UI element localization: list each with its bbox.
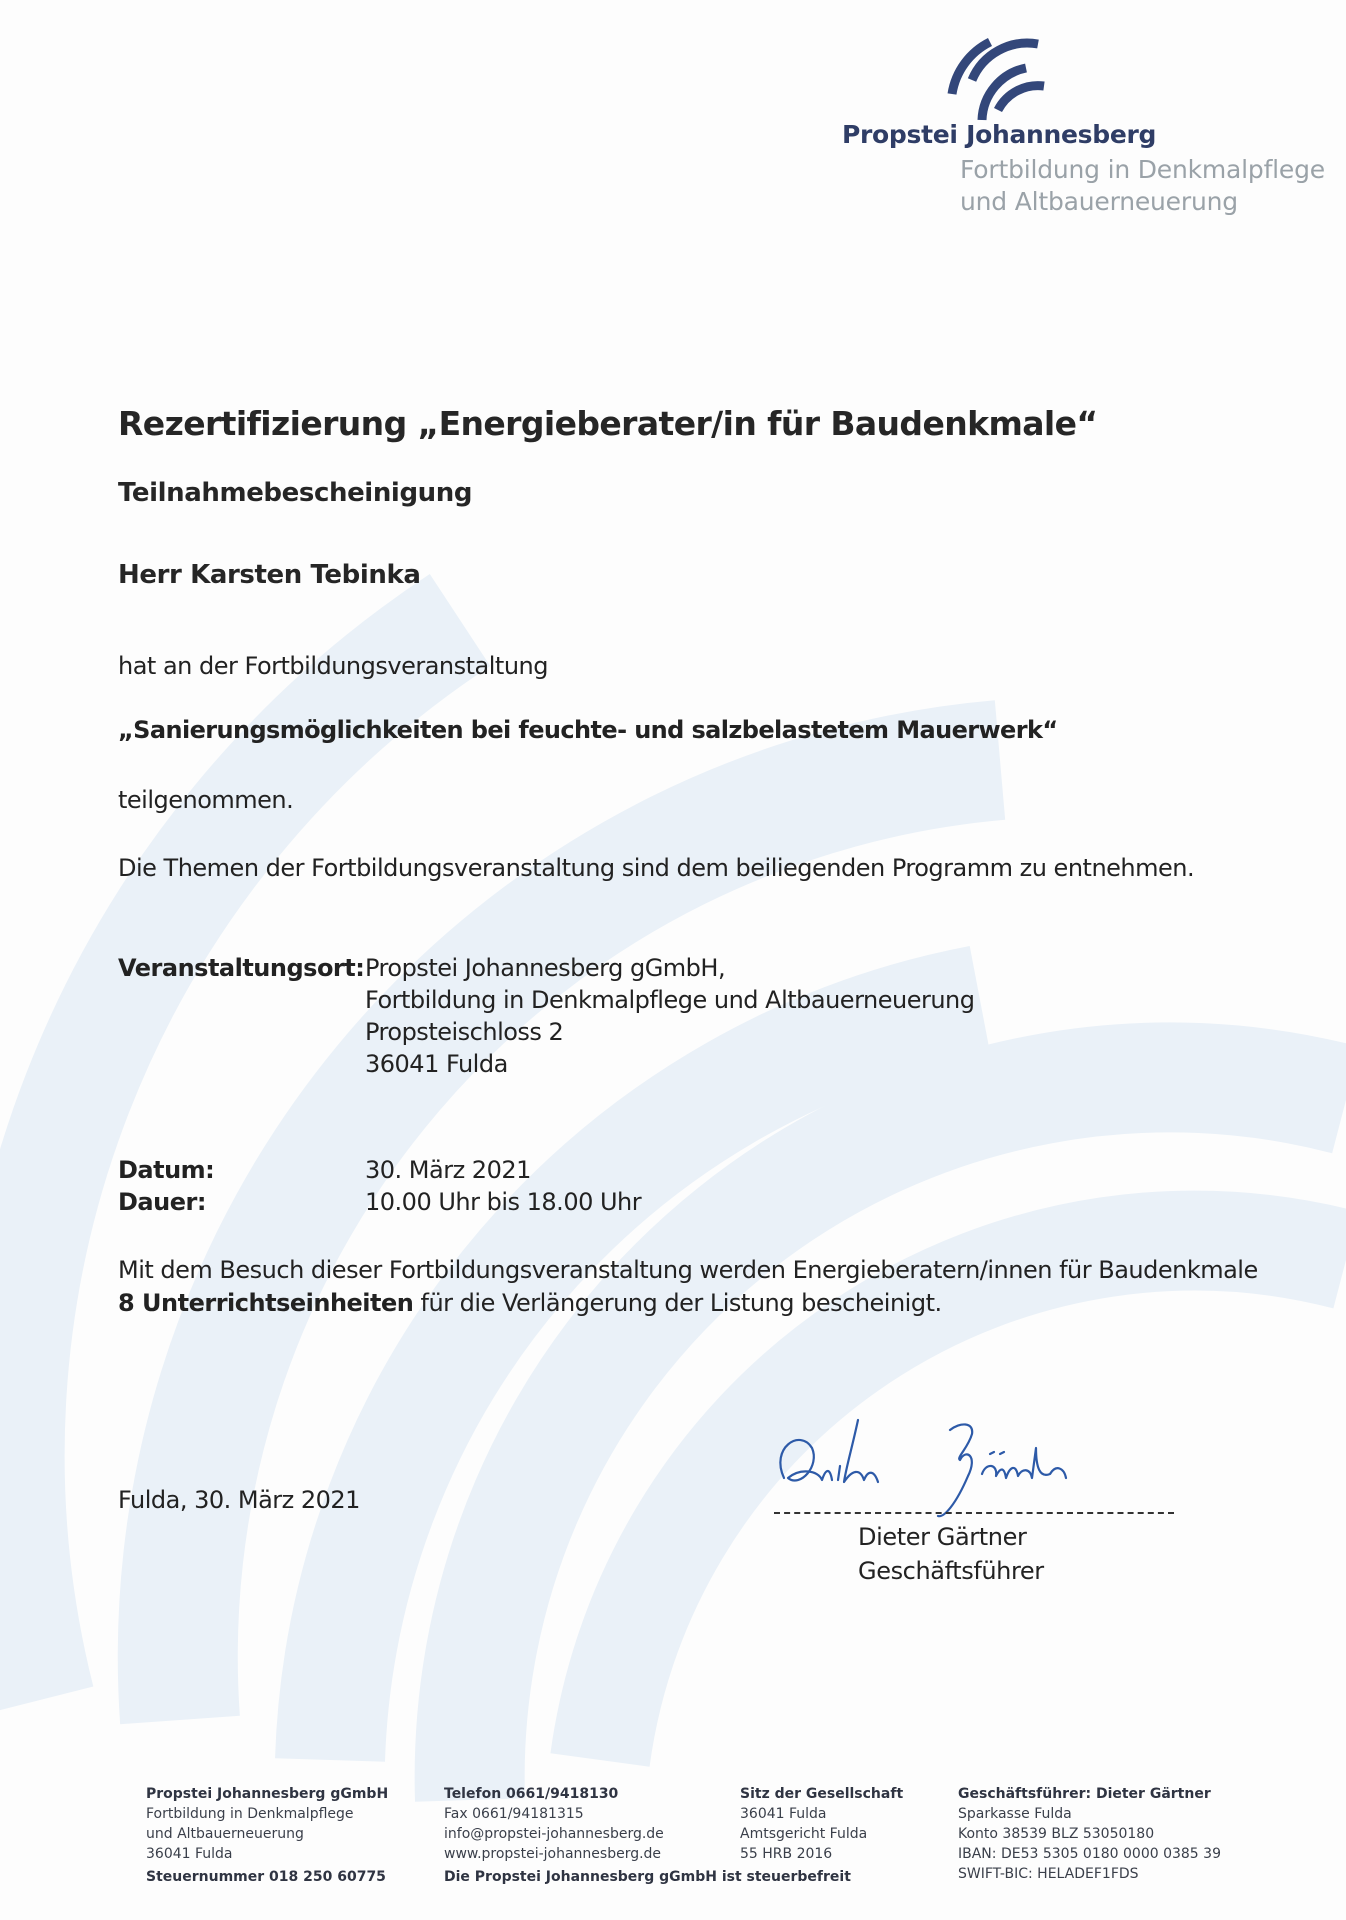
footer-bank — [958, 1784, 1221, 1887]
credit-line — [118, 1287, 1258, 1320]
footer-tax-exempt: Die Propstei Johannesberg gGmbH ist steuerbefreit — [444, 1869, 851, 1885]
footer-line: 36041 Fulda — [146, 1846, 233, 1862]
topics-note: Die Themen der Fortbildungsveranstaltung sind dem beiliegenden Programm zu entnehmen. — [118, 854, 1195, 882]
credit-units: 8 Unterrichtseinheiten — [118, 1289, 414, 1317]
signature-icon — [760, 1408, 1160, 1518]
org-subtitle-line: Fortbildung in Denkmalpflege — [960, 155, 1325, 184]
footer-tax-number: Steuernummer 018 250 60775 — [146, 1869, 386, 1885]
footer-line: SWIFT-BIC: HELADEF1FDS — [958, 1866, 1139, 1882]
footer-line: Konto 38539 BLZ 53050180 — [958, 1826, 1155, 1842]
footer-line: 36041 Fulda — [740, 1806, 827, 1822]
date-label: Datum: — [118, 1156, 215, 1184]
footer-heading: Geschäftsführer: Dieter Gärtner — [958, 1786, 1211, 1802]
credit-statement — [118, 1254, 1258, 1320]
intro-text: hat an der Fortbildungsveranstaltung — [118, 652, 548, 680]
footer-phone: Telefon 0661/9418130 — [444, 1786, 619, 1802]
place-date: Fulda, 30. März 2021 — [118, 1486, 360, 1514]
signer-role: Geschäftsführer — [858, 1557, 1044, 1585]
signer-name: Dieter Gärtner — [858, 1523, 1027, 1551]
footer-line: IBAN: DE53 5305 0180 0000 0385 39 — [958, 1846, 1221, 1862]
footer-line: und Altbauerneuerung — [146, 1826, 304, 1842]
credit-line-rest: für die Verlängerung der Listung bescheinigt. — [413, 1289, 942, 1317]
date-value: 30. März 2021 — [365, 1156, 531, 1184]
footer-company — [146, 1784, 444, 1887]
footer-line: 55 HRB 2016 — [740, 1846, 833, 1862]
venue-line: Propsteischloss 2 — [365, 1018, 564, 1046]
recipient-name: Herr Karsten Tebinka — [118, 560, 421, 590]
footer — [146, 1784, 1221, 1887]
credit-line: Mit dem Besuch dieser Fortbildungsveranstaltung werden Energieberatern/innen für Baudenkmale — [118, 1256, 1258, 1284]
arcs-logo-icon — [944, 34, 1054, 126]
certificate-title: Rezertifizierung „Energieberater/in für Baudenkmale“ — [118, 404, 1098, 443]
footer-line: Fortbildung in Denkmalpflege — [146, 1806, 354, 1822]
footer-email-link[interactable]: info@propstei-johannesberg.de — [444, 1826, 664, 1842]
org-name: Propstei Johannesberg — [842, 120, 1157, 149]
footer-heading: Propstei Johannesberg gGmbH — [146, 1786, 389, 1802]
venue-line: Fortbildung in Denkmalpflege und Altbauerneuerung — [365, 986, 975, 1014]
certificate-subtitle: Teilnahmebescheinigung — [118, 478, 473, 508]
venue-line: Propstei Johannesberg gGmbH, — [365, 954, 726, 982]
org-subtitle — [960, 154, 1325, 218]
venue-address — [365, 952, 974, 1080]
duration-label: Dauer: — [118, 1188, 206, 1216]
venue-label: Veranstaltungsort: — [118, 954, 365, 982]
participated-text: teilgenommen. — [118, 786, 294, 814]
org-subtitle-line: und Altbauerneuerung — [960, 187, 1238, 216]
footer-registered-office — [740, 1784, 958, 1887]
footer-heading: Sitz der Gesellschaft — [740, 1786, 904, 1802]
date-details — [118, 1154, 641, 1218]
venue-line: 36041 Fulda — [365, 1050, 508, 1078]
footer-website-link[interactable]: www.propstei-johannesberg.de — [444, 1846, 662, 1862]
venue-details — [118, 952, 974, 1080]
footer-line: Amtsgericht Fulda — [740, 1826, 868, 1842]
duration-value: 10.00 Uhr bis 18.00 Uhr — [365, 1188, 642, 1216]
footer-line: Sparkasse Fulda — [958, 1806, 1072, 1822]
signer-block — [858, 1520, 1044, 1588]
footer-fax: Fax 0661/94181315 — [444, 1806, 584, 1822]
event-title: „Sanierungsmöglichkeiten bei feuchte- und salzbelastetem Mauerwerk“ — [118, 716, 1058, 744]
signature-line — [774, 1512, 1174, 1514]
